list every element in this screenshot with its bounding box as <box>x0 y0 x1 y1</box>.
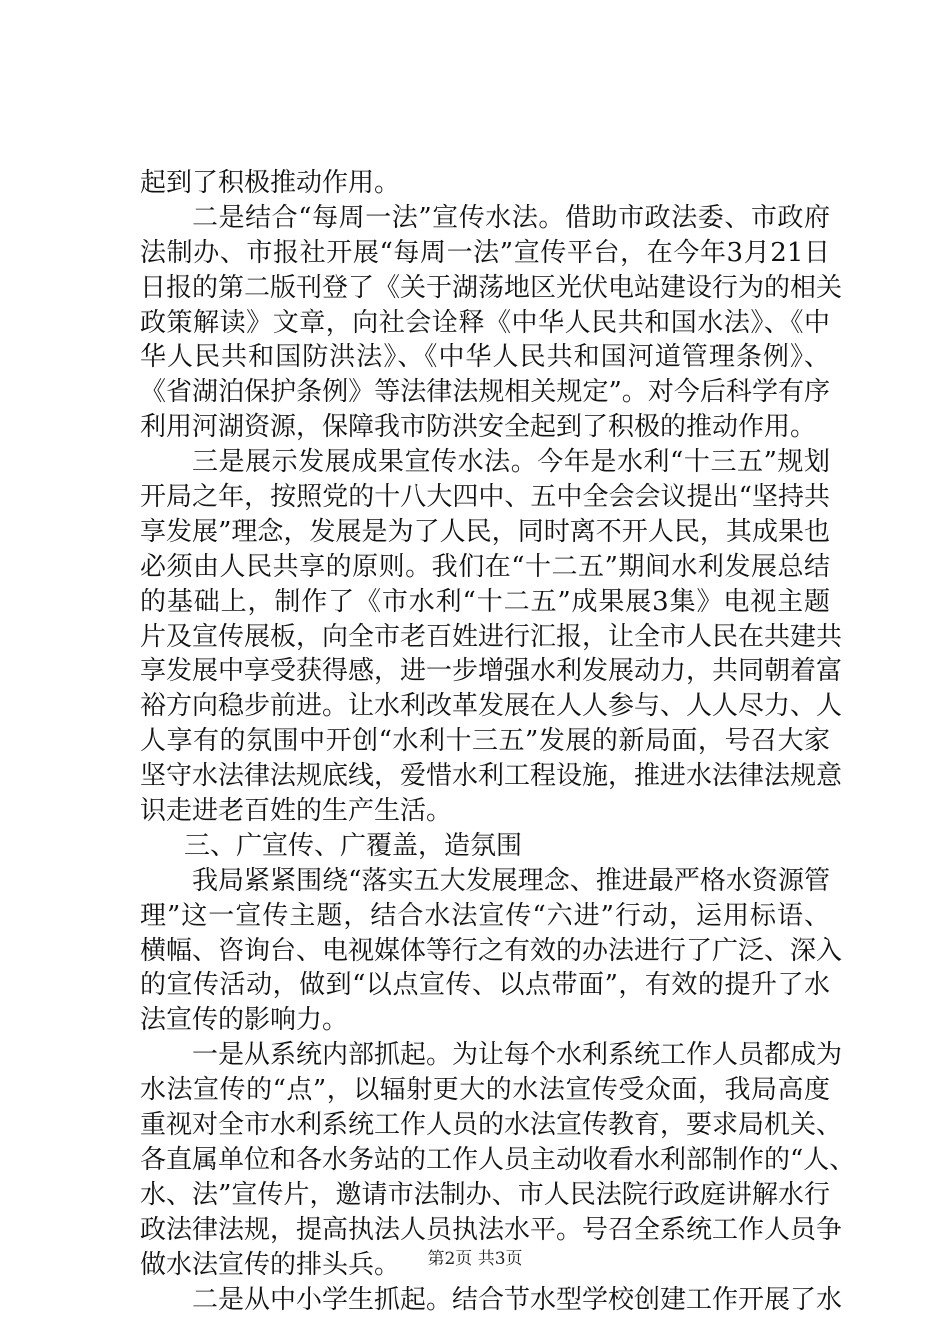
paragraph-start-line: 二是结合“每周一法”宣传水法。借助市政法委、市政府 <box>192 202 830 233</box>
section-heading: 三、广宣传、广覆盖，造氛围 <box>184 830 523 861</box>
text-line: 做水法宣传的排头兵。 <box>140 1249 401 1280</box>
text-line: 人享有的氛围中开创“水利十三五”发展的新局面，号召大家 <box>140 726 830 757</box>
text-line: 的基础上，制作了《市水利“十二五”成果展3集》电视主题 <box>140 586 830 617</box>
text-line: 华人民共和国防洪法》、《中华人民共和国河道管理条例》、 <box>140 342 830 373</box>
text-line: 政策解读》文章，向社会诠释《中华人民共和国水法》、《中 <box>140 307 830 338</box>
text-line: 识走进老百姓的生产生活。 <box>140 796 453 827</box>
text-line: 片及宣传展板，向全市老百姓进行汇报，让全市人民在共建共 <box>140 621 843 652</box>
text-line: 的宣传活动，做到“以点宣传、以点带面”，有效的提升了水 <box>140 970 830 1001</box>
paragraph-start-line: 二是从中小学生抓起。结合节水型学校创建工作开展了水 <box>192 1284 843 1315</box>
text-line: 重视对全市水利系统工作人员的水法宣传教育，要求局机关、 <box>140 1110 843 1141</box>
text-line: 利用河湖资源，保障我市防洪安全起到了积极的推动作用。 <box>140 412 817 443</box>
page-number-footer: 第2页 共3页 <box>427 1249 523 1269</box>
text-line: 裕方向稳步前进。让水利改革发展在人人参与、人人尽力、人 <box>140 691 843 722</box>
text-line: 必须由人民共享的原则。我们在“十二五”期间水利发展总结 <box>140 551 830 582</box>
text-line: 政法律法规，提高执法人员执法水平。号召全系统工作人员争 <box>140 1214 843 1245</box>
text-line: 水、法”宣传片，邀请市法制办、市人民法院行政庭讲解水行 <box>140 1179 830 1210</box>
text-line: 坚守水法律法规底线，爱惜水利工程设施，推进水法律法规意 <box>140 761 843 792</box>
text-line: 各直属单位和各水务站的工作人员主动收看水利部制作的“人、 <box>140 1144 856 1175</box>
text-line: 水法宣传的“点”，以辐射更大的水法宣传受众面，我局高度 <box>140 1075 830 1106</box>
paragraph-start-line: 我局紧紧围绕“落实五大发展理念、推进最严格水资源管 <box>192 865 830 896</box>
text-line: 《省湖泊保护条例》等法律法规相关规定”。对今后科学有序 <box>140 377 830 408</box>
document-body <box>140 166 856 1317</box>
text-line: 享发展”理念，发展是为了人民，同时离不开人民，其成果也 <box>140 516 830 547</box>
paragraph-start-line: 三是展示发展成果宣传水法。今年是水利“十三五”规划 <box>192 447 830 478</box>
text-line: 日报的第二版刊登了《关于湖荡地区光伏电站建设行为的相关 <box>140 272 843 303</box>
text-line: 享发展中享受获得感，进一步增强水利发展动力，共同朝着富 <box>140 656 843 687</box>
text-line: 开局之年，按照党的十八大四中、五中全会会议提出“坚持共 <box>140 482 830 513</box>
text-line: 起到了积极推动作用。 <box>140 168 401 198</box>
text-line: 法制办、市报社开展“每周一法”宣传平台，在今年3月21日 <box>140 237 830 268</box>
text-line: 法宣传的影响力。 <box>140 1005 349 1036</box>
text-line: 理”这一宣传主题，结合水法宣传“六进”行动，运用标语、 <box>140 900 830 931</box>
text-line: 横幅、咨询台、电视媒体等行之有效的办法进行了广泛、深入 <box>140 935 843 966</box>
paragraph-start-line: 一是从系统内部抓起。为让每个水利系统工作人员都成为 <box>192 1040 843 1071</box>
